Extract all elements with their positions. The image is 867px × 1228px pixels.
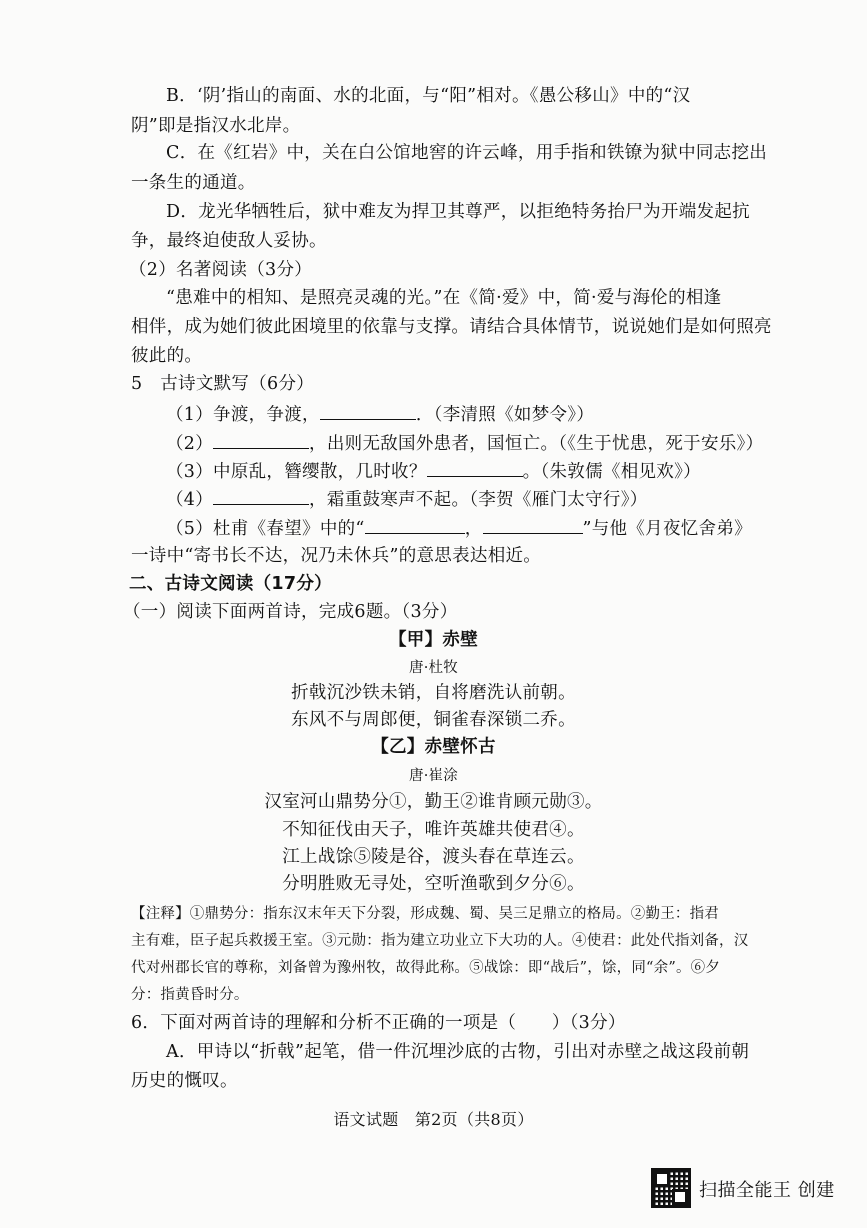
notes-line-3: 代对州郡长官的尊称，刘备曾为豫州牧，故得此称。⑤战馀：即“战后”，馀，同“余”。⑥夕 xyxy=(131,960,721,976)
poem-2-line-2: 不知征伐由天子，唯许英雄共使君④。 xyxy=(282,820,585,840)
poem-2-line-3: 江上战馀⑤陵是谷，渡头春在草连云。 xyxy=(282,847,585,867)
answer-blank-5a[interactable] xyxy=(365,515,465,534)
option-c-line-1: C．在《红岩》中，关在白公馆地窖的许云峰，用手指和铁镣为狱中同志挖出 xyxy=(166,143,768,163)
answer-blank-2[interactable] xyxy=(213,430,309,449)
question-6-heading: 6．下面对两首诗的理解和分析不正确的一项是（ ）（3分） xyxy=(131,1013,626,1033)
question-5-item-3 xyxy=(166,458,701,484)
item-2-suffix: ，出则无敌国外患者，国恒亡。（《生于忧患，死于安乐》） xyxy=(309,434,764,454)
poem-2-line-4: 分明胜败无寻处，空听渔歌到夕分⑥。 xyxy=(282,874,585,894)
question-5-item-5 xyxy=(166,515,752,541)
poem-2-author: 唐·崔涂 xyxy=(409,768,458,784)
section-2-heading: 二、古诗文阅读（17分） xyxy=(129,574,332,594)
poem-2-line-1: 汉室河山鼎势分①，勤王②谁肯顾元勋③。 xyxy=(264,792,603,812)
item-3-suffix: 。（朱敦儒《相见欢》） xyxy=(522,462,701,482)
option-d-line-1: D．龙光华牺牲后，狱中难友为捍卫其尊严，以拒绝特务抬尸为开端发起抗 xyxy=(166,202,750,222)
poem-1-title: 【甲】赤壁 xyxy=(389,630,478,650)
poem-1-author: 唐·杜牧 xyxy=(409,660,458,676)
item-4-prefix: （4） xyxy=(166,490,214,510)
page-footer: 语文试题 第2页（共8页） xyxy=(333,1110,534,1129)
option-d-line-2: 争，最终迫使敌人妥协。 xyxy=(131,231,327,251)
question-5-item-1 xyxy=(166,401,594,427)
question-5-heading: 5 古诗文默写（6分） xyxy=(131,374,315,394)
poem-2-title: 【乙】赤壁怀古 xyxy=(371,737,496,757)
answer-blank-1[interactable] xyxy=(320,401,416,420)
question-5-item-4 xyxy=(166,486,648,512)
notes-line-4: 分：指黄昏时分。 xyxy=(131,987,249,1003)
question-2-text-1: “患难中的相知、是照亮灵魂的光。”在《简·爱》中，简·爱与海伦的相逢 xyxy=(166,288,722,308)
answer-blank-4[interactable] xyxy=(213,486,309,505)
question-6-option-a-1: A．甲诗以“折戟”起笔，借一件沉埋沙底的古物，引出对赤壁之战这段前朝 xyxy=(166,1042,750,1062)
item-4-suffix: ，霜重鼓寒声不起。（李贺《雁门太守行》） xyxy=(309,490,648,510)
question-5-item-5-cont: 一诗中“寄书长不达，况乃未休兵”的意思表达相近。 xyxy=(131,546,542,566)
notes-line-2: 主有难，臣子起兵救援王室。③元勋：指为建立功业立下大功的人。④使君：此处代指刘备，汉 xyxy=(131,933,749,949)
item-5-prefix: （5）杜甫《春望》中的“ xyxy=(166,519,365,539)
poem-1-line-1: 折戟沉沙铁未销，自将磨洗认前朝。 xyxy=(291,683,576,703)
question-2-heading: （2）名著阅读（3分） xyxy=(129,260,313,280)
item-1-prefix: （1）争渡，争渡， xyxy=(166,405,320,425)
item-5-comma: ， xyxy=(464,519,483,539)
question-2-text-3: 彼此的。 xyxy=(131,346,203,366)
item-2-prefix: （2） xyxy=(166,434,214,454)
scanner-watermark: 扫描全能王 创建 xyxy=(699,1180,835,1201)
notes-line-1: 【注释】①鼎势分：指东汉末年天下分裂，形成魏、蜀、吴三足鼎立的格局。②勤王：指君 xyxy=(131,906,719,922)
option-b-line-2: 阴”即是指汉水北岸。 xyxy=(131,116,301,136)
qr-code-icon xyxy=(651,1168,691,1208)
question-5-item-2 xyxy=(166,430,763,456)
item-5-suffix: ”与他《月夜忆舍弟》 xyxy=(582,519,752,539)
question-6-option-a-2: 历史的慨叹。 xyxy=(131,1071,238,1091)
item-1-suffix: ．（李清照《如梦令》） xyxy=(415,405,595,425)
answer-blank-3[interactable] xyxy=(427,458,523,477)
option-c-line-2: 一条生的通道。 xyxy=(131,173,256,193)
item-3-prefix: （3）中原乱，簪缨散，几时收？ xyxy=(166,462,427,482)
question-2-text-2: 相伴，成为她们彼此困境里的依靠与支撑。请结合具体情节，说说她们是如何照亮 xyxy=(131,317,772,337)
answer-blank-5b[interactable] xyxy=(483,515,583,534)
subsection-1-heading: （一）阅读下面两首诗，完成6题。（3分） xyxy=(123,602,458,622)
option-b-line-1: B．‘阴’指山的南面、水的北面，与“阳”相对。《愚公移山》中的“汉 xyxy=(166,86,691,106)
poem-1-line-2: 东风不与周郎便，铜雀春深锁二乔。 xyxy=(291,710,576,730)
